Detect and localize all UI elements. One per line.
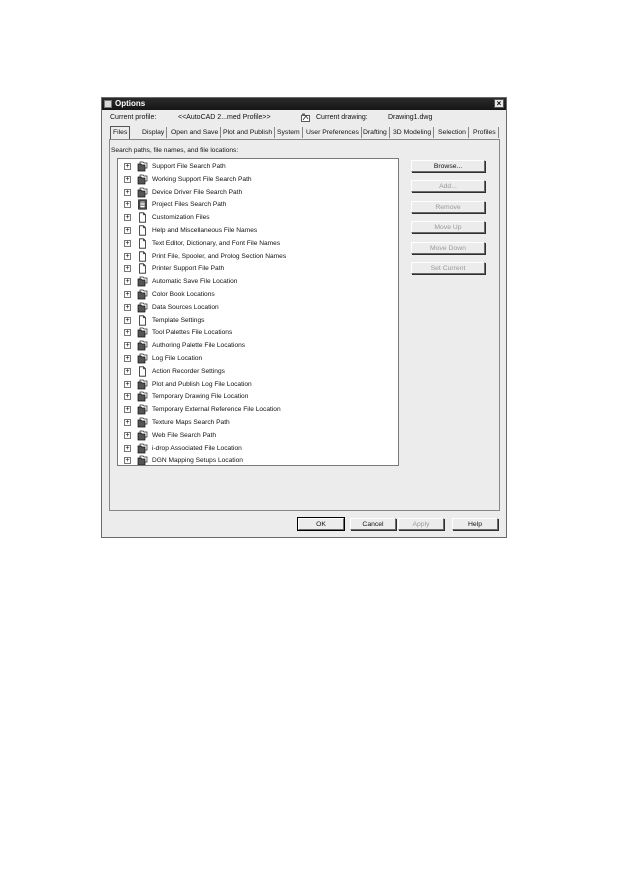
- file-icon: [137, 315, 148, 326]
- title-bar[interactable]: [102, 98, 506, 110]
- file-icon: [137, 263, 148, 274]
- tab-display[interactable]: Display: [140, 127, 167, 138]
- set-current-button[interactable]: Set Current: [411, 262, 485, 274]
- expand-icon[interactable]: +: [125, 163, 130, 170]
- expand-icon[interactable]: +: [125, 265, 130, 273]
- tree-item-label: Tool Palettes File Locations: [152, 329, 233, 337]
- tree-item-support-file-search-path[interactable]: [118, 161, 398, 173]
- move-down-button[interactable]: Move Down: [411, 242, 485, 254]
- project-icon: [137, 199, 148, 210]
- folders-icon: [137, 391, 148, 402]
- folders-icon: [137, 353, 148, 364]
- tree-item-temporary-drawing-file-location[interactable]: [118, 391, 398, 403]
- tree-item-log-file-location[interactable]: [118, 353, 398, 365]
- tab-3d-modeling[interactable]: 3D Modeling: [391, 127, 434, 138]
- tree-item-authoring-palette-file-locations[interactable]: [118, 340, 398, 352]
- tree-item-label: Temporary External Reference File Location: [152, 406, 281, 414]
- current-profile-value: <<AutoCAD 2...med Profile>>: [178, 114, 271, 121]
- tree-item-web-file-search-path[interactable]: [118, 430, 398, 442]
- expand-icon[interactable]: +: [125, 239, 130, 247]
- cancel-button[interactable]: Cancel: [350, 518, 396, 530]
- help-button[interactable]: Help: [452, 518, 498, 530]
- expand-icon[interactable]: +: [125, 342, 130, 350]
- expand-icon[interactable]: +: [125, 457, 130, 465]
- expand-icon[interactable]: +: [125, 252, 130, 260]
- tree-item-label: Data Sources Location: [152, 303, 219, 311]
- tab-plot-and-publish[interactable]: Plot and Publish: [221, 127, 275, 138]
- tree-item-temporary-external-reference-file-location[interactable]: [118, 404, 398, 416]
- folders-icon: [137, 161, 148, 172]
- tree-item-label: Print File, Spooler, and Prolog Section Names: [152, 252, 287, 260]
- current-profile-label: Current profile:: [110, 114, 157, 121]
- tree-item-label: Customization Files: [152, 214, 210, 222]
- tree-item-label: Temporary Drawing File Location: [152, 393, 249, 401]
- expand-icon[interactable]: +: [125, 175, 130, 183]
- tree-item-label: Printer Support File Path: [152, 265, 225, 273]
- expand-icon[interactable]: +: [125, 393, 130, 401]
- tree-item-help-and-miscellaneous-file-names[interactable]: [118, 225, 398, 237]
- folders-icon: [137, 430, 148, 441]
- file-locations-tree[interactable]: [117, 158, 399, 466]
- expand-icon[interactable]: +: [125, 291, 130, 298]
- folders-icon: [137, 187, 148, 198]
- tree-item-project-files-search-path[interactable]: [118, 199, 398, 211]
- tree-item-data-sources-location[interactable]: [118, 302, 398, 314]
- file-icon: [137, 366, 148, 377]
- folders-icon: [137, 379, 148, 390]
- folders-icon: [137, 455, 148, 466]
- tree-item-texture-maps-search-path[interactable]: [118, 417, 398, 429]
- move-up-button[interactable]: Move Up: [411, 221, 485, 233]
- expand-icon[interactable]: +: [125, 201, 130, 209]
- tree-item-plot-and-publish-log-file-location[interactable]: [118, 379, 398, 391]
- current-drawing-label: Current drawing:: [316, 114, 368, 121]
- tab-drafting[interactable]: Drafting: [361, 127, 390, 138]
- tree-item-label: Color Book Locations: [152, 291, 215, 298]
- app-icon: [104, 100, 112, 108]
- expand-icon[interactable]: +: [125, 278, 130, 286]
- tree-item-label: Action Recorder Settings: [152, 367, 225, 375]
- tree-item-label: DGN Mapping Setups Location: [152, 457, 243, 465]
- tree-item-label: Authoring Palette File Locations: [152, 342, 246, 350]
- tree-item-label: Project Files Search Path: [152, 201, 227, 209]
- browse-button[interactable]: Browse...: [411, 160, 485, 172]
- ok-button[interactable]: OK: [298, 518, 344, 530]
- tree-item-print-file-spooler-and-prolog-section-names[interactable]: [118, 251, 398, 263]
- tree-item-label: Text Editor, Dictionary, and Font File Names: [152, 239, 281, 247]
- tree-item-label: Working Support File Search Path: [152, 175, 252, 183]
- tree-item-device-driver-file-search-path[interactable]: [118, 187, 398, 199]
- tree-item-label: Web File Search Path: [152, 431, 217, 439]
- add-button[interactable]: Add...: [411, 180, 485, 192]
- window-title: Options: [115, 99, 146, 108]
- expand-icon[interactable]: +: [125, 188, 130, 196]
- expand-icon[interactable]: +: [125, 227, 130, 234]
- expand-icon[interactable]: +: [125, 367, 130, 375]
- apply-button[interactable]: Apply: [398, 518, 444, 530]
- drawing-icon: [301, 113, 310, 122]
- tree-item-label: Support File Search Path: [152, 163, 226, 170]
- file-icon: [137, 212, 148, 223]
- tree-item-color-book-locations[interactable]: [118, 289, 398, 301]
- folders-icon: [137, 417, 148, 428]
- close-button[interactable]: ×: [494, 99, 504, 108]
- search-paths-label: Search paths, file names, and file locations:: [111, 147, 239, 154]
- tree-item-working-support-file-search-path[interactable]: [118, 174, 398, 186]
- tab-profiles[interactable]: Profiles: [471, 127, 499, 138]
- expand-icon[interactable]: +: [125, 214, 130, 222]
- folders-icon: [137, 327, 148, 338]
- tab-selection[interactable]: Selection: [436, 127, 469, 138]
- folders-icon: [137, 174, 148, 185]
- expand-icon[interactable]: +: [125, 303, 130, 311]
- current-drawing-value: Drawing1.dwg: [388, 114, 433, 121]
- expand-icon[interactable]: +: [125, 444, 130, 452]
- expand-icon[interactable]: +: [125, 419, 130, 426]
- tree-item-automatic-save-file-location[interactable]: [118, 276, 398, 288]
- tree-item-label: Texture Maps Search Path: [152, 419, 230, 426]
- folders-icon: [137, 340, 148, 351]
- tree-item-customization-files[interactable]: [118, 212, 398, 224]
- tab-files[interactable]: Files: [110, 126, 130, 139]
- expand-icon[interactable]: +: [125, 380, 130, 388]
- tree-item-label: i-drop Associated File Location: [152, 444, 242, 452]
- tab-user-preferences[interactable]: User Preferences: [304, 127, 362, 138]
- tab-system[interactable]: System: [275, 127, 303, 138]
- remove-button[interactable]: Remove: [411, 201, 485, 213]
- expand-icon[interactable]: +: [125, 406, 130, 414]
- folders-icon: [137, 289, 148, 300]
- folders-icon: [137, 404, 148, 415]
- tree-item-i-drop-associated-file-location[interactable]: [118, 443, 398, 455]
- expand-icon[interactable]: +: [125, 329, 130, 337]
- file-icon: [137, 251, 148, 262]
- tree-item-label: Automatic Save File Location: [152, 278, 238, 286]
- tree-item-action-recorder-settings[interactable]: [118, 366, 398, 378]
- tree-item-label: Template Settings: [152, 316, 205, 324]
- folders-icon: [137, 302, 148, 313]
- file-icon: [137, 238, 148, 249]
- tree-item-label: Plot and Publish Log File Location: [152, 380, 252, 388]
- tree-item-printer-support-file-path[interactable]: [118, 263, 398, 275]
- options-dialog: [101, 97, 507, 538]
- tree-item-label: Help and Miscellaneous File Names: [152, 227, 258, 234]
- tree-item-label: Device Driver File Search Path: [152, 188, 243, 196]
- tab-open-and-save[interactable]: Open and Save: [169, 127, 221, 138]
- tree-item-template-settings[interactable]: [118, 315, 398, 327]
- expand-icon[interactable]: +: [125, 431, 130, 439]
- folders-icon: [137, 276, 148, 287]
- tree-item-tool-palettes-file-locations[interactable]: [118, 327, 398, 339]
- tree-item-text-editor-dictionary-and-font-file-names[interactable]: [118, 238, 398, 250]
- folders-icon: [137, 443, 148, 454]
- tree-item-dgn-mapping-setups-location[interactable]: [118, 455, 398, 466]
- expand-icon[interactable]: +: [125, 355, 130, 362]
- expand-icon[interactable]: +: [125, 316, 130, 324]
- tree-item-label: Log File Location: [152, 355, 203, 362]
- file-icon: [137, 225, 148, 236]
